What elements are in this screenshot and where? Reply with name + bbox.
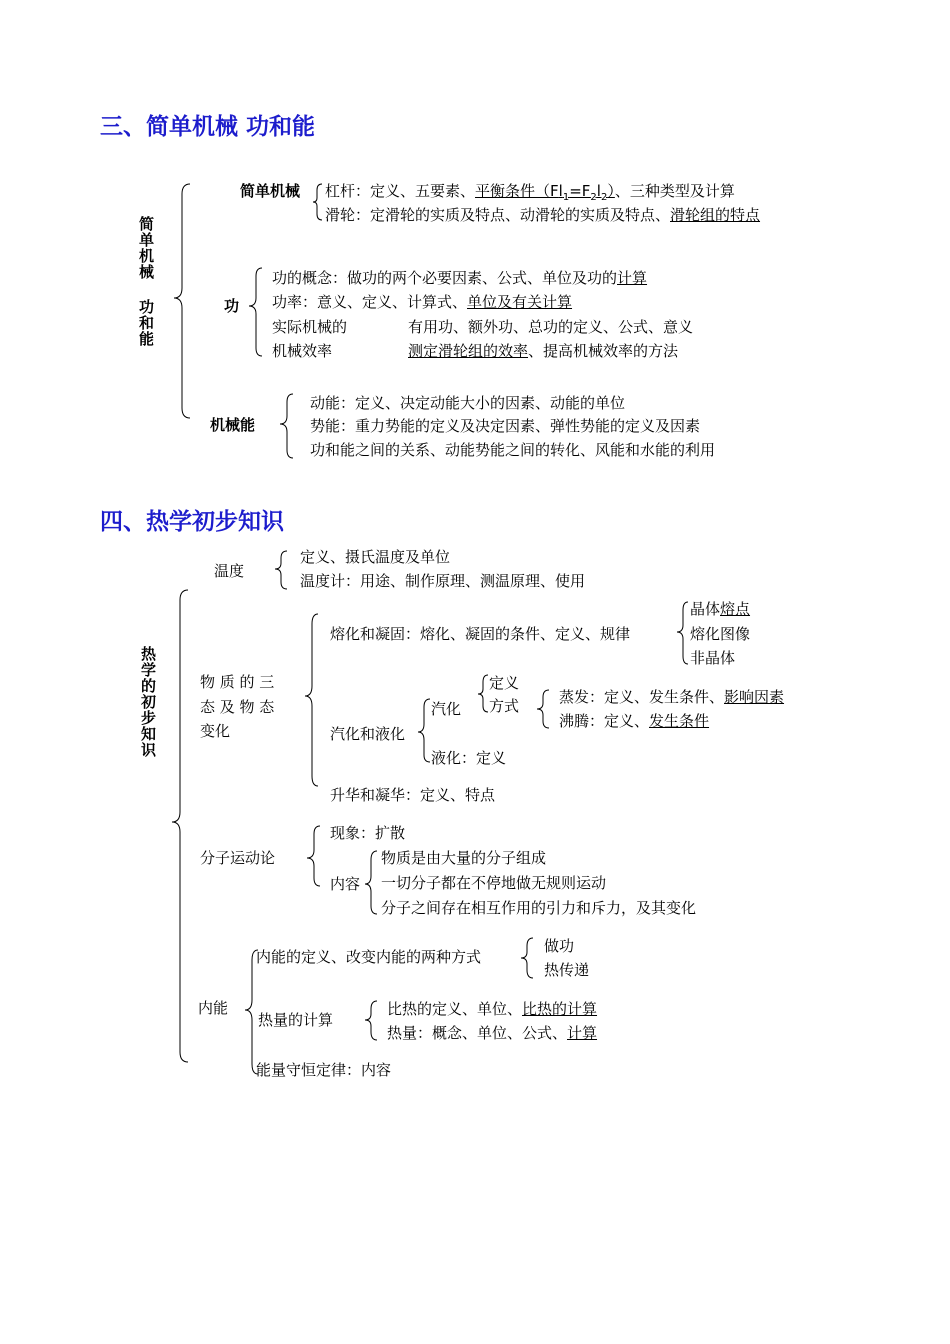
section4-side-title: 热学的初步知识	[139, 646, 157, 758]
states-label-3: 变化	[200, 722, 231, 740]
efficiency-right-1: 有用功、额外功、总功的定义、公式、意义	[408, 318, 694, 336]
section3-side-title: 简单机械 功和能	[137, 216, 155, 347]
potential-line: 势能：重力势能的定义及决定因素、弹性势能的定义及因素	[310, 417, 701, 435]
vap-def: 定义	[489, 674, 520, 692]
melting-line: 熔化和凝固：熔化、凝固的条件、定义、规律	[330, 625, 631, 643]
melt-graph: 熔化图像	[690, 625, 751, 643]
relation-line: 功和能之间的关系、动能势能之间的转化、风能和水能的利用	[310, 441, 716, 459]
pulley-underlined: 滑轮组的特点	[670, 206, 761, 224]
work-label: 功	[224, 297, 240, 315]
efficiency-right-2: 测定滑轮组的效率、提高机械效率的方法	[408, 342, 679, 360]
phenomenon-line: 现象：扩散	[330, 824, 406, 842]
crystal-line: 晶体熔点	[690, 600, 751, 618]
thermometer-line: 温度计：用途、制作原理、测温原理、使用	[300, 572, 586, 590]
machines-label: 简单机械	[240, 182, 301, 200]
non-crystal: 非晶体	[690, 649, 736, 667]
internal-label: 内能	[198, 999, 229, 1017]
molecular-label: 分子运动论	[200, 849, 276, 867]
temperature-def: 定义、摄氏温度及单位	[300, 548, 451, 566]
evaporate-line: 蒸发：定义、发生条件、影响因素	[559, 688, 785, 706]
content-1: 物质是由大量的分子组成	[381, 849, 547, 867]
heat-line: 热量：概念、单位、公式、计算	[387, 1024, 598, 1042]
pulley-line	[325, 205, 760, 225]
conservation-line: 能量守恒定律：内容	[256, 1061, 392, 1079]
vap-ways: 方式	[489, 697, 520, 715]
heat-transfer-item: 热传递	[544, 961, 590, 979]
vapor-label: 汽化和液化	[330, 725, 406, 743]
power-line: 功率：意义、定义、计算式、单位及有关计算	[272, 293, 573, 311]
crystal-underlined: 熔点	[720, 600, 751, 618]
lever-balance-condition: 平衡条件$(Fl_1=F_2l_2)$	[475, 182, 615, 203]
kinetic-line: 动能：定义、决定动能大小的因素、动能的单位	[310, 394, 626, 412]
sublimation-line: 升华和凝华：定义、特点	[330, 786, 496, 804]
specific-heat-line: 比热的定义、单位、比热的计算	[387, 1000, 598, 1018]
vaporize-label: 汽化	[431, 700, 462, 718]
heat-underlined: 计算	[567, 1024, 598, 1042]
section4-heading: 四、热学初步知识	[100, 508, 284, 535]
content-3: 分子之间存在相互作用的引力和斥力，及其变化	[381, 899, 697, 917]
work-concept-underlined: 计算	[617, 269, 648, 287]
content-2: 一切分子都在不停地做无规则运动	[381, 874, 607, 892]
efficiency-left-2: 机械效率	[272, 342, 333, 360]
efficiency-left-1: 实际机械的	[272, 318, 348, 336]
heat-calc-label: 热量的计算	[258, 1011, 334, 1029]
temperature-label: 温度	[214, 562, 245, 580]
boil-line: 沸腾：定义、发生条件	[559, 712, 710, 730]
states-label-2: 态 及 物 态	[200, 698, 275, 716]
evaporate-underlined: 影响因素	[724, 688, 785, 706]
work-concept-line: 功的概念：做功的两个必要因素、公式、单位及功的计算	[272, 269, 648, 287]
liquefy-line: 液化：定义	[431, 749, 507, 767]
pulley-prefix: 滑轮：定滑轮的实质及特点、动滑轮的实质及特点、	[325, 206, 671, 224]
content-label: 内容	[330, 875, 361, 893]
lever-prefix: 杠杆：定义、五要素、	[325, 182, 476, 200]
energy-label: 机械能	[210, 416, 256, 434]
lever-line	[325, 181, 735, 201]
boil-underlined: 发生条件	[649, 712, 710, 730]
work-item: 做功	[544, 937, 575, 955]
power-underlined: 单位及有关计算	[467, 293, 573, 311]
lever-suffix: 、三种类型及计算	[614, 182, 735, 200]
section3-heading: 三、简单机械 功和能	[100, 113, 316, 140]
states-label-1: 物 质 的 三	[200, 673, 275, 691]
specific-heat-underlined: 比热的计算	[522, 1000, 598, 1018]
internal-def: 内能的定义、改变内能的两种方式	[256, 948, 482, 966]
